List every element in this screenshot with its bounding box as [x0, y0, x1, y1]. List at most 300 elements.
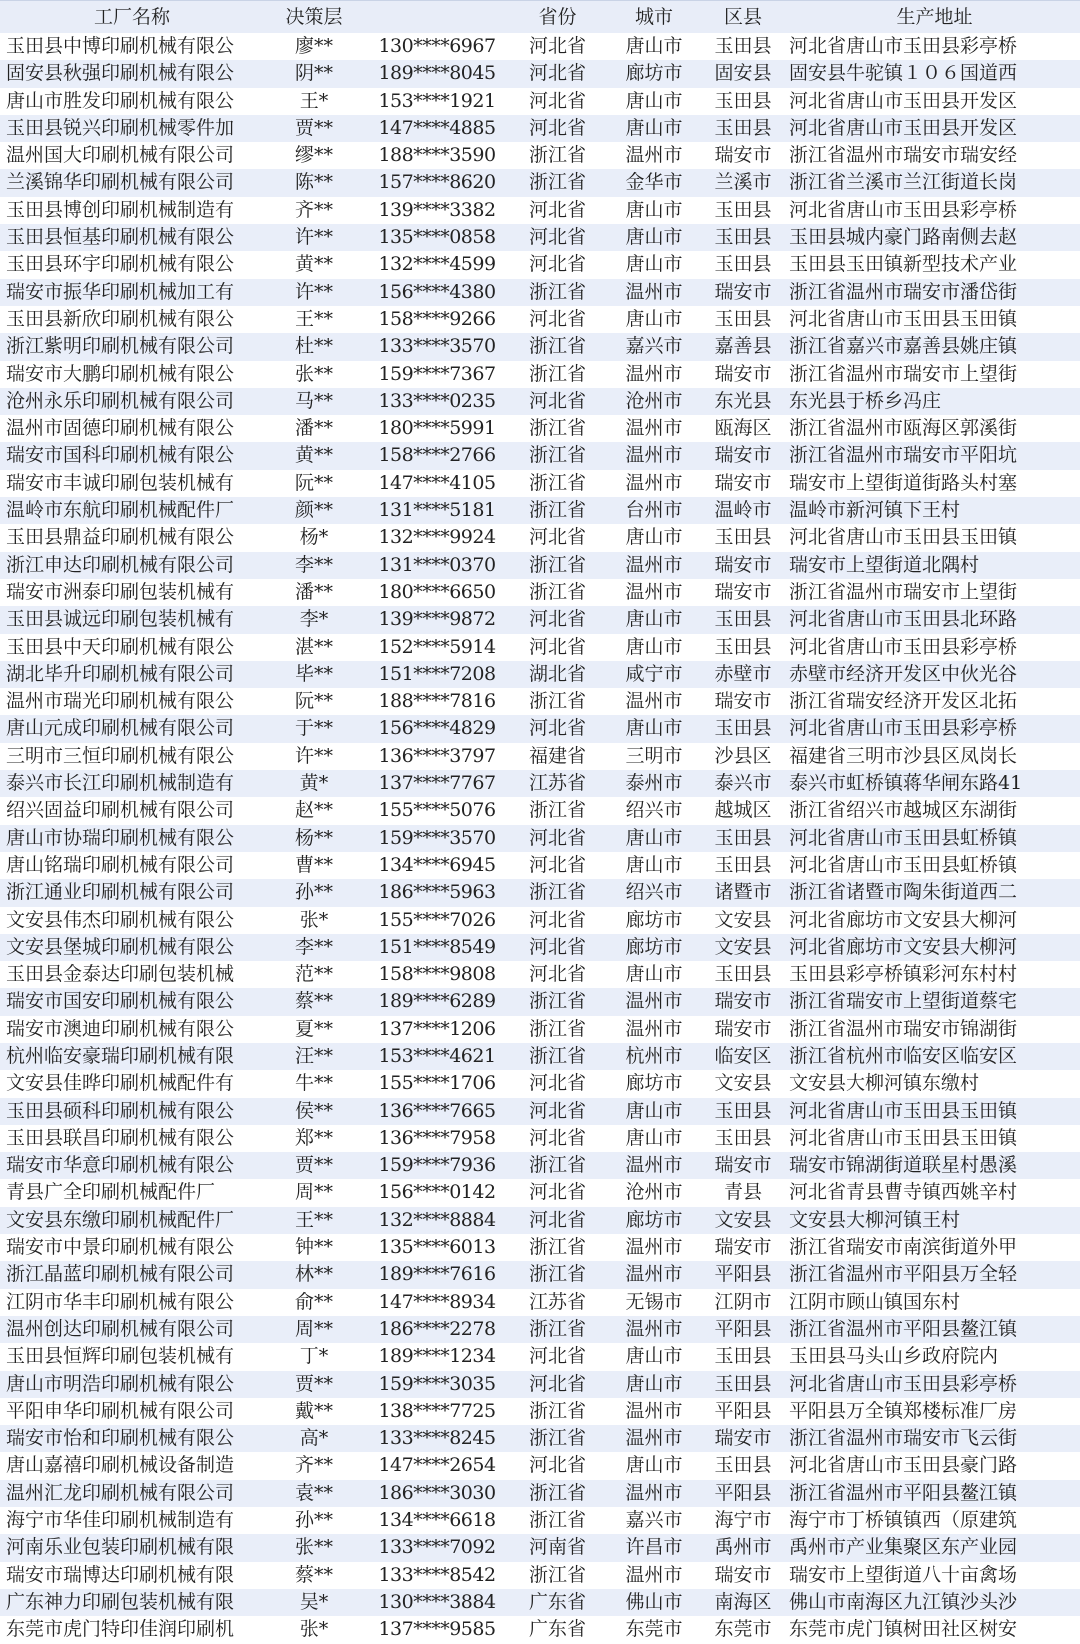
address-cell[interactable]: 瑞安市锦湖街道联星村愚溪	[789, 1154, 1018, 1177]
decision-maker-cell[interactable]: 黄**	[294, 253, 333, 276]
address-cell[interactable]: 浙江省温州市平阳县鳌江镇	[789, 1317, 1018, 1340]
decision-maker-cell[interactable]: 袁**	[294, 1481, 333, 1504]
table-row[interactable]	[0, 1398, 1080, 1425]
table-row[interactable]	[0, 524, 1080, 551]
table-row[interactable]	[0, 797, 1080, 824]
city-cell[interactable]: 唐山市	[625, 963, 683, 986]
table-row[interactable]	[0, 1179, 1080, 1206]
province-cell[interactable]: 河北省	[528, 89, 586, 112]
table-row[interactable]	[0, 879, 1080, 906]
province-cell[interactable]: 浙江省	[528, 580, 586, 603]
address-cell[interactable]: 浙江省温州市瑞安市平阳坑	[789, 444, 1018, 467]
table-row[interactable]	[0, 33, 1080, 60]
address-cell[interactable]: 浙江省温州市瑞安市飞云街	[789, 1427, 1018, 1450]
table-row[interactable]	[0, 988, 1080, 1015]
phone-cell[interactable]: 159****7367	[378, 362, 496, 385]
phone-cell[interactable]: 189****1234	[378, 1345, 496, 1368]
factory-name-cell[interactable]: 浙江申达印刷机械有限公司	[6, 553, 235, 576]
province-cell[interactable]: 河北省	[528, 226, 586, 249]
district-cell[interactable]: 瑞安市	[714, 144, 772, 167]
address-cell[interactable]: 河北省唐山市玉田县彩亭桥	[789, 35, 1018, 57]
decision-maker-cell[interactable]: 许**	[294, 226, 333, 249]
table-row[interactable]	[0, 688, 1080, 715]
phone-cell[interactable]: 139****3382	[378, 198, 496, 221]
table-row[interactable]	[0, 634, 1080, 661]
decision-maker-cell[interactable]: 黄**	[294, 444, 333, 467]
decision-maker-cell[interactable]: 阮**	[294, 471, 333, 494]
address-cell[interactable]: 河北省唐山市玉田县玉田镇	[789, 526, 1018, 549]
address-cell[interactable]: 泰兴市虹桥镇蒋华闸东路41	[789, 772, 1023, 795]
factory-name-cell[interactable]: 瑞安市瑞博达印刷机械有限	[6, 1563, 235, 1586]
factory-name-cell[interactable]: 沧州永乐印刷机械有限公司	[6, 389, 235, 412]
factory-name-cell[interactable]: 玉田县恒辉印刷包装机械有	[6, 1345, 235, 1368]
city-cell[interactable]: 唐山市	[625, 1372, 683, 1395]
city-cell[interactable]: 廊坊市	[625, 1208, 683, 1231]
address-cell[interactable]: 浙江省温州市瑞安市上望街	[789, 362, 1018, 385]
city-cell[interactable]: 温州市	[625, 553, 683, 576]
table-row[interactable]	[0, 606, 1080, 633]
phone-cell[interactable]: 180****5991	[378, 417, 496, 440]
province-cell[interactable]: 浙江省	[528, 417, 586, 440]
phone-cell[interactable]: 186****2278	[378, 1317, 496, 1340]
table-row[interactable]	[0, 1289, 1080, 1316]
factory-name-cell[interactable]: 温州市瑞光印刷机械有限公	[6, 690, 235, 713]
factory-name-cell[interactable]: 湖北毕升印刷机械有限公司	[6, 662, 235, 685]
phone-cell[interactable]: 132****8884	[378, 1208, 496, 1231]
phone-cell[interactable]: 131****0370	[378, 553, 496, 576]
province-cell[interactable]: 河北省	[528, 608, 586, 631]
phone-cell[interactable]: 138****7725	[378, 1399, 496, 1422]
phone-cell[interactable]: 186****5963	[378, 881, 496, 904]
district-cell[interactable]: 瑞安市	[714, 1017, 772, 1040]
province-cell[interactable]: 广东省	[528, 1618, 586, 1641]
district-cell[interactable]: 玉田县	[714, 1454, 772, 1477]
factory-name-cell[interactable]: 玉田县中博印刷机械有限公	[6, 35, 235, 57]
city-cell[interactable]: 温州市	[625, 1399, 683, 1422]
table-row[interactable]	[0, 1343, 1080, 1370]
address-cell[interactable]: 平阳县万全镇郑楼标准厂房	[789, 1399, 1018, 1422]
decision-maker-cell[interactable]: 阮**	[294, 690, 333, 713]
address-cell[interactable]: 福建省三明市沙县区凤岗长	[789, 744, 1018, 767]
district-cell[interactable]: 玉田县	[714, 826, 772, 849]
city-cell[interactable]: 温州市	[625, 1017, 683, 1040]
table-row[interactable]	[0, 1452, 1080, 1479]
city-cell[interactable]: 温州市	[625, 690, 683, 713]
decision-maker-cell[interactable]: 于**	[294, 717, 333, 740]
decision-maker-cell[interactable]: 李*	[299, 608, 329, 631]
city-cell[interactable]: 唐山市	[625, 853, 683, 876]
phone-cell[interactable]: 133****7092	[378, 1536, 496, 1559]
province-cell[interactable]: 浙江省	[528, 1563, 586, 1586]
province-cell[interactable]: 河北省	[528, 853, 586, 876]
address-cell[interactable]: 禹州市产业集聚区东产业园	[789, 1536, 1018, 1559]
address-cell[interactable]: 浙江省瑞安市上望街道蔡宅	[789, 990, 1018, 1013]
city-cell[interactable]: 温州市	[625, 444, 683, 467]
district-cell[interactable]: 沙县区	[714, 744, 772, 767]
district-cell[interactable]: 兰溪市	[714, 171, 772, 194]
factory-name-cell[interactable]: 文安县伟杰印刷机械有限公	[6, 908, 235, 931]
decision-maker-cell[interactable]: 王**	[294, 307, 333, 330]
decision-maker-cell[interactable]: 孙**	[294, 1509, 333, 1532]
city-cell[interactable]: 唐山市	[625, 1454, 683, 1477]
address-cell[interactable]: 佛山市南海区九江镇沙头沙	[789, 1590, 1018, 1613]
header-address[interactable]: 生产地址	[896, 6, 973, 28]
city-cell[interactable]: 唐山市	[625, 226, 683, 249]
address-cell[interactable]: 河北省唐山市玉田县开发区	[789, 116, 1018, 139]
province-cell[interactable]: 浙江省	[528, 1236, 586, 1259]
district-cell[interactable]: 临安区	[714, 1044, 772, 1067]
table-row[interactable]	[0, 1098, 1080, 1125]
phone-cell[interactable]: 133****0235	[378, 389, 496, 412]
phone-cell[interactable]: 157****8620	[378, 171, 496, 194]
district-cell[interactable]: 玉田县	[714, 1345, 772, 1368]
province-cell[interactable]: 河北省	[528, 717, 586, 740]
factory-name-cell[interactable]: 玉田县博创印刷机械制造有	[6, 198, 235, 221]
address-cell[interactable]: 河北省廊坊市文安县大柳河	[789, 908, 1018, 931]
table-row[interactable]	[0, 115, 1080, 142]
city-cell[interactable]: 唐山市	[625, 1345, 683, 1368]
table-row[interactable]	[0, 1043, 1080, 1070]
decision-maker-cell[interactable]: 许**	[294, 280, 333, 303]
factory-name-cell[interactable]: 浙江通业印刷机械有限公司	[6, 881, 235, 904]
phone-cell[interactable]: 139****9872	[378, 608, 496, 631]
table-row[interactable]	[0, 715, 1080, 742]
decision-maker-cell[interactable]: 曹**	[294, 853, 333, 876]
factory-name-cell[interactable]: 瑞安市丰诚印刷包装机械有	[6, 471, 235, 494]
city-cell[interactable]: 佛山市	[625, 1590, 683, 1613]
decision-maker-cell[interactable]: 郑**	[294, 1126, 333, 1149]
table-row[interactable]	[0, 1507, 1080, 1534]
table-row[interactable]	[0, 1070, 1080, 1097]
header-phone[interactable]	[364, 1, 510, 33]
city-cell[interactable]: 廊坊市	[625, 908, 683, 931]
factory-name-cell[interactable]: 玉田县联昌印刷机械有限公	[6, 1126, 235, 1149]
province-cell[interactable]: 浙江省	[528, 1044, 586, 1067]
factory-name-cell[interactable]: 河南乐业包装印刷机械有限	[6, 1536, 235, 1559]
district-cell[interactable]: 禹州市	[714, 1536, 772, 1559]
province-cell[interactable]: 浙江省	[528, 171, 586, 194]
factory-name-cell[interactable]: 泰兴市长江印刷机械制造有	[6, 772, 235, 795]
district-cell[interactable]: 玉田县	[714, 35, 772, 57]
decision-maker-cell[interactable]: 吴*	[299, 1590, 329, 1613]
phone-cell[interactable]: 152****5914	[378, 635, 496, 658]
factory-name-cell[interactable]: 温州创达印刷机械有限公司	[6, 1317, 235, 1340]
phone-cell[interactable]: 132****9924	[378, 526, 496, 549]
district-cell[interactable]: 玉田县	[714, 526, 772, 549]
decision-maker-cell[interactable]: 齐**	[294, 198, 333, 221]
factory-name-cell[interactable]: 兰溪锦华印刷机械有限公司	[6, 171, 235, 194]
phone-cell[interactable]: 147****2654	[378, 1454, 496, 1477]
decision-maker-cell[interactable]: 陈**	[294, 171, 333, 194]
factory-name-cell[interactable]: 绍兴固益印刷机械有限公司	[6, 799, 235, 822]
address-cell[interactable]: 文安县大柳河镇东缴村	[789, 1072, 980, 1095]
province-cell[interactable]: 河北省	[528, 963, 586, 986]
decision-maker-cell[interactable]: 夏**	[294, 1017, 333, 1040]
province-cell[interactable]: 河北省	[528, 826, 586, 849]
city-cell[interactable]: 沧州市	[625, 1181, 683, 1204]
table-row[interactable]	[0, 470, 1080, 497]
city-cell[interactable]: 唐山市	[625, 1099, 683, 1122]
address-cell[interactable]: 文安县大柳河镇王村	[789, 1208, 961, 1231]
province-cell[interactable]: 江苏省	[528, 772, 586, 795]
factory-name-cell[interactable]: 固安县秋强印刷机械有限公	[6, 62, 235, 85]
province-cell[interactable]: 河北省	[528, 62, 586, 85]
district-cell[interactable]: 越城区	[714, 799, 772, 822]
city-cell[interactable]: 唐山市	[625, 253, 683, 276]
factory-name-cell[interactable]: 唐山市明浩印刷机械有限公	[6, 1372, 235, 1395]
decision-maker-cell[interactable]: 许**	[294, 744, 333, 767]
address-cell[interactable]: 河北省青县曹寺镇西姚辛村	[789, 1181, 1018, 1204]
city-cell[interactable]: 唐山市	[625, 89, 683, 112]
province-cell[interactable]: 湖北省	[528, 662, 586, 685]
decision-maker-cell[interactable]: 齐**	[294, 1454, 333, 1477]
province-cell[interactable]: 河北省	[528, 116, 586, 139]
city-cell[interactable]: 唐山市	[625, 635, 683, 658]
table-row[interactable]	[0, 1562, 1080, 1589]
city-cell[interactable]: 温州市	[625, 1236, 683, 1259]
district-cell[interactable]: 南海区	[714, 1590, 772, 1613]
phone-cell[interactable]: 186****3030	[378, 1481, 496, 1504]
phone-cell[interactable]: 189****6289	[378, 990, 496, 1013]
province-cell[interactable]: 河北省	[528, 908, 586, 931]
decision-maker-cell[interactable]: 俞**	[294, 1290, 333, 1313]
table-row[interactable]	[0, 251, 1080, 278]
province-cell[interactable]: 河北省	[528, 1345, 586, 1368]
city-cell[interactable]: 温州市	[625, 1263, 683, 1286]
factory-name-cell[interactable]: 玉田县诚远印刷包装机械有	[6, 608, 235, 631]
city-cell[interactable]: 杭州市	[625, 1044, 683, 1067]
province-cell[interactable]: 浙江省	[528, 335, 586, 358]
decision-maker-cell[interactable]: 戴**	[294, 1399, 333, 1422]
table-row[interactable]	[0, 961, 1080, 988]
district-cell[interactable]: 江阴市	[714, 1290, 772, 1313]
city-cell[interactable]: 唐山市	[625, 1126, 683, 1149]
phone-cell[interactable]: 147****4105	[378, 471, 496, 494]
district-cell[interactable]: 文安县	[714, 908, 772, 931]
decision-maker-cell[interactable]: 张*	[299, 1618, 329, 1641]
district-cell[interactable]: 玉田县	[714, 226, 772, 249]
decision-maker-cell[interactable]: 范**	[294, 963, 333, 986]
table-row[interactable]	[0, 552, 1080, 579]
address-cell[interactable]: 赤壁市经济开发区中伙光谷	[789, 662, 1018, 685]
province-cell[interactable]: 河北省	[528, 35, 586, 57]
province-cell[interactable]: 浙江省	[528, 690, 586, 713]
table-row[interactable]	[0, 1261, 1080, 1288]
phone-cell[interactable]: 159****3570	[378, 826, 496, 849]
phone-cell[interactable]: 135****0858	[378, 226, 496, 249]
table-row[interactable]	[0, 1152, 1080, 1179]
decision-maker-cell[interactable]: 李**	[294, 553, 333, 576]
phone-cell[interactable]: 133****3570	[378, 335, 496, 358]
phone-cell[interactable]: 156****4829	[378, 717, 496, 740]
phone-cell[interactable]: 153****1921	[378, 89, 496, 112]
table-row[interactable]	[0, 333, 1080, 360]
factory-name-cell[interactable]: 玉田县锐兴印刷机械零件加	[6, 116, 235, 139]
district-cell[interactable]: 文安县	[714, 1208, 772, 1231]
address-cell[interactable]: 浙江省诸暨市陶朱街道西二	[789, 881, 1018, 904]
table-row[interactable]	[0, 934, 1080, 961]
district-cell[interactable]: 瑞安市	[714, 471, 772, 494]
factory-name-cell[interactable]: 海宁市华佳印刷机械制造有	[6, 1509, 235, 1532]
phone-cell[interactable]: 156****4380	[378, 280, 496, 303]
decision-maker-cell[interactable]: 李**	[294, 935, 333, 958]
province-cell[interactable]: 河北省	[528, 389, 586, 412]
province-cell[interactable]: 浙江省	[528, 1317, 586, 1340]
district-cell[interactable]: 瑞安市	[714, 444, 772, 467]
phone-cell[interactable]: 134****6618	[378, 1509, 496, 1532]
city-cell[interactable]: 唐山市	[625, 307, 683, 330]
decision-maker-cell[interactable]: 张**	[294, 1536, 333, 1559]
district-cell[interactable]: 平阳县	[714, 1399, 772, 1422]
table-row[interactable]	[0, 415, 1080, 442]
province-cell[interactable]: 浙江省	[528, 444, 586, 467]
phone-cell[interactable]: 159****7936	[378, 1154, 496, 1177]
address-cell[interactable]: 河北省唐山市玉田县玉田镇	[789, 1126, 1018, 1149]
district-cell[interactable]: 赤壁市	[714, 662, 772, 685]
phone-cell[interactable]: 135****6013	[378, 1236, 496, 1259]
address-cell[interactable]: 河北省唐山市玉田县彩亭桥	[789, 1372, 1018, 1395]
district-cell[interactable]: 平阳县	[714, 1263, 772, 1286]
city-cell[interactable]: 沧州市	[625, 389, 683, 412]
address-cell[interactable]: 河北省唐山市玉田县虹桥镇	[789, 853, 1018, 876]
factory-name-cell[interactable]: 广东神力印刷包装机械有限	[6, 1590, 235, 1613]
address-cell[interactable]: 浙江省杭州市临安区临安区	[789, 1044, 1018, 1067]
decision-maker-cell[interactable]: 杨*	[299, 526, 329, 549]
decision-maker-cell[interactable]: 高*	[299, 1427, 329, 1450]
province-cell[interactable]: 浙江省	[528, 471, 586, 494]
factory-name-cell[interactable]: 瑞安市华意印刷机械有限公	[6, 1154, 235, 1177]
factory-name-cell[interactable]: 温州市固德印刷机械有限公	[6, 417, 235, 440]
district-cell[interactable]: 固安县	[714, 62, 772, 85]
city-cell[interactable]: 温州市	[625, 1481, 683, 1504]
address-cell[interactable]: 玉田县玉田镇新型技术产业	[789, 253, 1018, 276]
decision-maker-cell[interactable]: 杜**	[294, 335, 333, 358]
decision-maker-cell[interactable]: 张*	[299, 908, 329, 931]
province-cell[interactable]: 浙江省	[528, 280, 586, 303]
province-cell[interactable]: 河北省	[528, 635, 586, 658]
district-cell[interactable]: 青县	[723, 1181, 762, 1204]
district-cell[interactable]: 东莞市	[714, 1618, 772, 1641]
district-cell[interactable]: 玉田县	[714, 963, 772, 986]
decision-maker-cell[interactable]: 周**	[294, 1181, 333, 1204]
table-row[interactable]	[0, 1207, 1080, 1234]
address-cell[interactable]: 河北省唐山市玉田县彩亭桥	[789, 635, 1018, 658]
city-cell[interactable]: 台州市	[625, 499, 683, 522]
address-cell[interactable]: 浙江省嘉兴市嘉善县姚庄镇	[789, 335, 1018, 358]
table-row[interactable]	[0, 852, 1080, 879]
city-cell[interactable]: 绍兴市	[625, 799, 683, 822]
phone-cell[interactable]: 136****3797	[378, 744, 496, 767]
phone-cell[interactable]: 188****3590	[378, 144, 496, 167]
phone-cell[interactable]: 132****4599	[378, 253, 496, 276]
district-cell[interactable]: 瑞安市	[714, 1563, 772, 1586]
city-cell[interactable]: 廊坊市	[625, 1072, 683, 1095]
phone-cell[interactable]: 137****7767	[378, 772, 496, 795]
decision-maker-cell[interactable]: 林**	[294, 1263, 333, 1286]
address-cell[interactable]: 玉田县彩亭桥镇彩河东村村	[789, 963, 1018, 986]
phone-cell[interactable]: 137****1206	[378, 1017, 496, 1040]
district-cell[interactable]: 温岭市	[714, 499, 772, 522]
city-cell[interactable]: 许昌市	[625, 1536, 683, 1559]
province-cell[interactable]: 广东省	[528, 1590, 586, 1613]
district-cell[interactable]: 玉田县	[714, 1126, 772, 1149]
table-row[interactable]	[0, 169, 1080, 196]
address-cell[interactable]: 河北省唐山市玉田县彩亭桥	[789, 717, 1018, 740]
phone-cell[interactable]: 133****8245	[378, 1427, 496, 1450]
header-decision-maker[interactable]: 决策层	[285, 6, 343, 28]
decision-maker-cell[interactable]: 王**	[294, 1208, 333, 1231]
city-cell[interactable]: 唐山市	[625, 526, 683, 549]
district-cell[interactable]: 玉田县	[714, 608, 772, 631]
city-cell[interactable]: 金华市	[625, 171, 683, 194]
decision-maker-cell[interactable]: 潘**	[294, 417, 333, 440]
district-cell[interactable]: 玉田县	[714, 89, 772, 112]
province-cell[interactable]: 浙江省	[528, 1399, 586, 1422]
address-cell[interactable]: 玉田县马头山乡政府院内	[789, 1345, 999, 1368]
phone-cell[interactable]: 155****1706	[378, 1072, 496, 1095]
phone-cell[interactable]: 147****8934	[378, 1290, 496, 1313]
phone-cell[interactable]: 153****4621	[378, 1044, 496, 1067]
header-province[interactable]: 省份	[538, 6, 577, 28]
city-cell[interactable]: 温州市	[625, 1563, 683, 1586]
factory-name-cell[interactable]: 江阴市华丰印刷机械有限公	[6, 1290, 235, 1313]
address-cell[interactable]: 河北省唐山市玉田县虹桥镇	[789, 826, 1018, 849]
phone-cell[interactable]: 188****7816	[378, 690, 496, 713]
decision-maker-cell[interactable]: 蔡**	[294, 1563, 333, 1586]
header-factory-name[interactable]: 工厂名称	[93, 6, 170, 28]
province-cell[interactable]: 河南省	[528, 1536, 586, 1559]
province-cell[interactable]: 河北省	[528, 1208, 586, 1231]
factory-name-cell[interactable]: 平阳申华印刷机械有限公司	[6, 1399, 235, 1422]
phone-cell[interactable]: 156****0142	[378, 1181, 496, 1204]
address-cell[interactable]: 浙江省兰溪市兰江街道长岗	[789, 171, 1018, 194]
address-cell[interactable]: 东莞市虎门镇树田社区树安	[789, 1618, 1018, 1641]
table-row[interactable]	[0, 1480, 1080, 1507]
phone-cell[interactable]: 151****8549	[378, 935, 496, 958]
province-cell[interactable]: 浙江省	[528, 499, 586, 522]
factory-name-cell[interactable]: 浙江紫明印刷机械有限公司	[6, 335, 235, 358]
district-cell[interactable]: 瑞安市	[714, 1236, 772, 1259]
district-cell[interactable]: 嘉善县	[714, 335, 772, 358]
factory-name-cell[interactable]: 唐山元成印刷机械有限公司	[6, 717, 235, 740]
address-cell[interactable]: 河北省唐山市玉田县玉田镇	[789, 1099, 1018, 1122]
province-cell[interactable]: 浙江省	[528, 1481, 586, 1504]
province-cell[interactable]: 浙江省	[528, 881, 586, 904]
table-row[interactable]	[0, 197, 1080, 224]
factory-name-cell[interactable]: 唐山嘉禧印刷机械设备制造	[6, 1454, 235, 1477]
table-row[interactable]	[0, 497, 1080, 524]
factory-name-cell[interactable]: 瑞安市国安印刷机械有限公	[6, 990, 235, 1013]
factory-name-cell[interactable]: 唐山市协瑞印刷机械有限公	[6, 826, 235, 849]
district-cell[interactable]: 玉田县	[714, 717, 772, 740]
factory-name-cell[interactable]: 杭州临安豪瑞印刷机械有限	[6, 1044, 235, 1067]
address-cell[interactable]: 河北省廊坊市文安县大柳河	[789, 935, 1018, 958]
city-cell[interactable]: 唐山市	[625, 35, 683, 57]
district-cell[interactable]: 泰兴市	[714, 772, 772, 795]
city-cell[interactable]: 嘉兴市	[625, 335, 683, 358]
district-cell[interactable]: 瑞安市	[714, 553, 772, 576]
factory-name-cell[interactable]: 玉田县新欣印刷机械有限公	[6, 307, 235, 330]
province-cell[interactable]: 浙江省	[528, 144, 586, 167]
phone-cell[interactable]: 155****7026	[378, 908, 496, 931]
table-row[interactable]	[0, 388, 1080, 415]
header-city[interactable]: 城市	[634, 6, 673, 28]
city-cell[interactable]: 嘉兴市	[625, 1509, 683, 1532]
city-cell[interactable]: 温州市	[625, 990, 683, 1013]
address-cell[interactable]: 固安县牛驼镇１０６国道西	[789, 62, 1018, 85]
address-cell[interactable]: 东光县于桥乡冯庄	[789, 389, 942, 412]
table-row[interactable]	[0, 1616, 1080, 1643]
